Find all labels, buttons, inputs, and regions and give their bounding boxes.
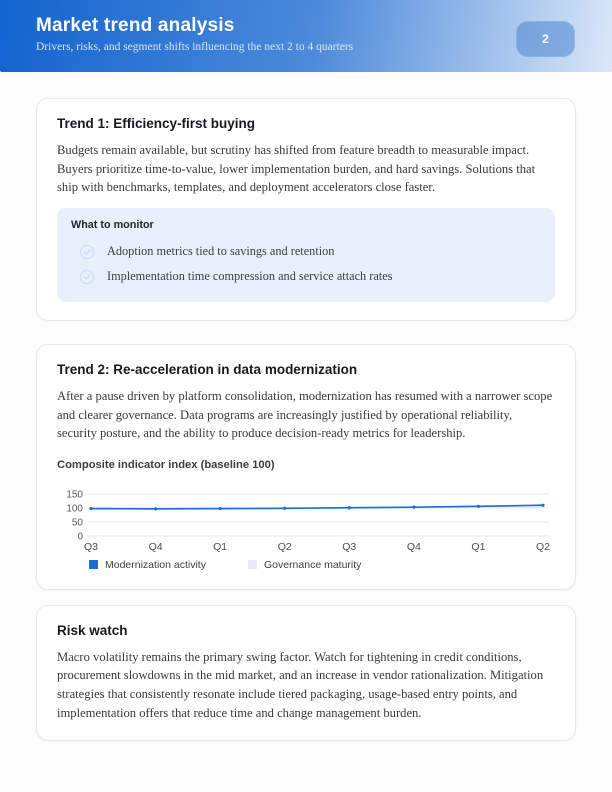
legend-item-modernization — [89, 559, 206, 571]
chart-title: Composite indicator index (baseline 100) — [57, 458, 275, 471]
trend2-title: Trend 2: Re-acceleration in data modernization — [57, 361, 358, 377]
trend-chart — [57, 481, 557, 571]
legend-swatch — [248, 560, 257, 569]
list-item — [71, 265, 541, 290]
report-body — [36, 98, 576, 741]
svg-text:150: 150 — [66, 489, 83, 501]
trend1-card — [36, 98, 576, 321]
risk-body: Macro volatility remains the primary swing factor. Watch for tightening in credit conditions, procurement slowdowns in the mid market, and an increase in vendor rationalization. Mitigation strategies that consistently resonate include tiered packaging, usage-based entry points, and implementation offers that reduce time and change management burden. — [57, 649, 544, 720]
monitor-item-text: Implementation time compression and service attach rates — [107, 269, 393, 284]
svg-text:100: 100 — [66, 503, 83, 515]
trend2-card — [36, 344, 576, 590]
svg-text:0: 0 — [77, 531, 83, 543]
trend1-title: Trend 1: Efficiency-first buying — [57, 116, 256, 131]
svg-text:Q3: Q3 — [83, 540, 99, 553]
svg-text:Q2: Q2 — [535, 540, 551, 553]
svg-text:Q2: Q2 — [277, 540, 292, 553]
page-subtitle: Drivers, risks, and segment shifts influencing the next 2 to 4 quarters — [36, 41, 354, 53]
page-title: Market trend analysis — [36, 15, 235, 36]
monitor-box — [57, 208, 555, 302]
svg-text:Q3: Q3 — [342, 540, 357, 553]
svg-text:Q4: Q4 — [148, 540, 163, 553]
legend-item-governance — [248, 559, 361, 571]
svg-text:Q1: Q1 — [471, 540, 486, 553]
svg-text:Q1: Q1 — [213, 540, 228, 553]
trend2-body: After a pause driven by platform consolidation, modernization has resumed with a narrower scope and clearer governance. Data programs are increasingly justified by operational reliability, security posture, and the ability to produce decision-ready metrics for leadership. — [57, 388, 553, 441]
legend-label: Governance maturity — [263, 558, 362, 571]
risk-card — [36, 605, 576, 742]
page-number-badge: 2 — [516, 21, 575, 57]
svg-text:50: 50 — [71, 517, 83, 529]
chart-legend — [57, 559, 557, 571]
monitor-label: What to monitor — [71, 218, 154, 231]
legend-swatch — [89, 560, 98, 569]
legend-label: Modernization activity — [105, 558, 206, 571]
line-chart-canvas — [57, 481, 557, 553]
svg-text:Q4: Q4 — [406, 540, 421, 553]
page-header — [0, 0, 612, 72]
check-circle-icon — [79, 244, 95, 260]
risk-title: Risk watch — [57, 622, 128, 638]
list-item — [71, 240, 541, 265]
check-circle-icon — [79, 269, 95, 285]
monitor-item-text: Adoption metrics tied to savings and retention — [107, 244, 335, 259]
trend1-body: Budgets remain available, but scrutiny has shifted from feature breadth to measurable impact. Buyers prioritize time-to-value, lower implementation burden, and hard savings. Solutions that ship with benchmarks, templates, and deployment accelerators close faster. — [57, 143, 536, 195]
